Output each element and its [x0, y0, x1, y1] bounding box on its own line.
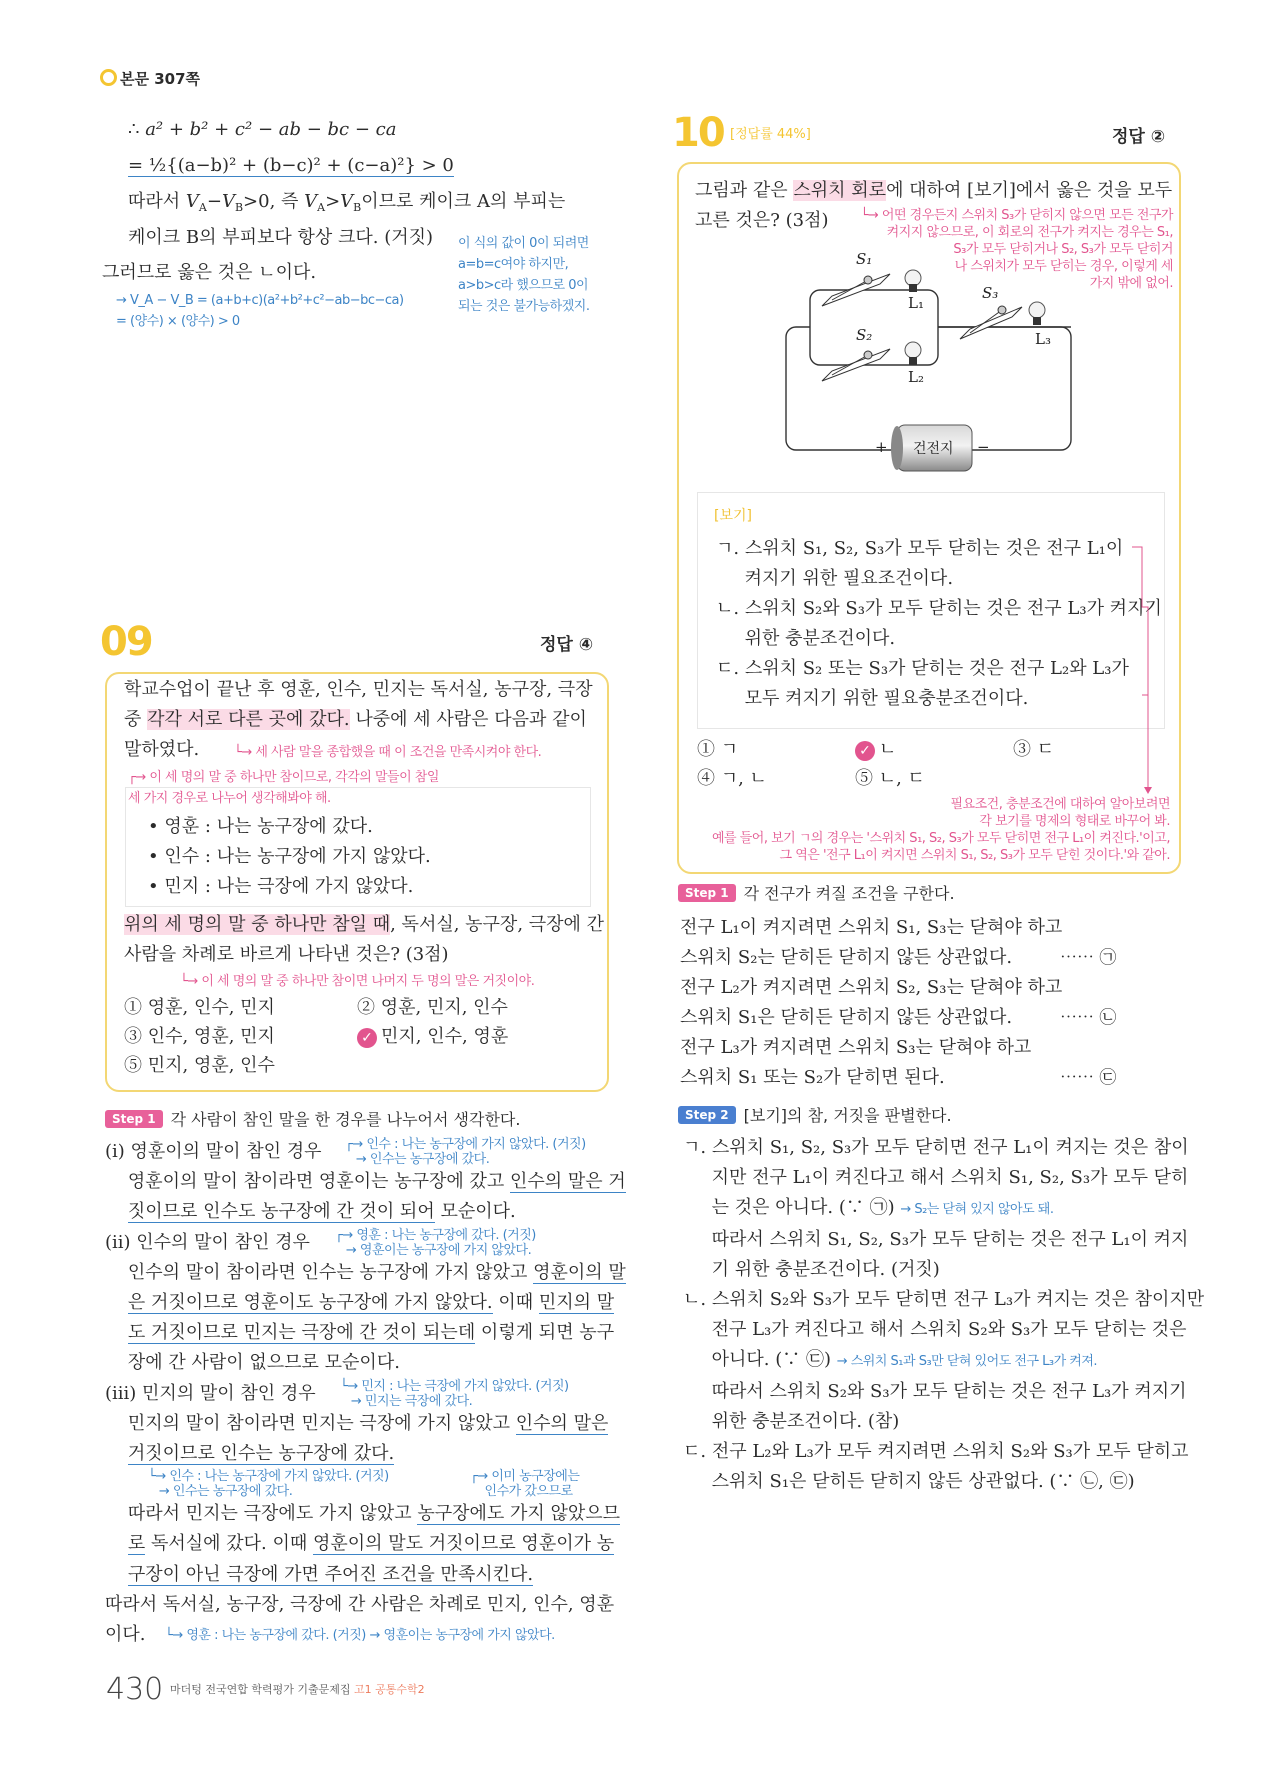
text-ul: 민지의 말	[538, 1291, 615, 1313]
text-segment: 케이크 B의 부피보다 항상 크다. (거짓)	[128, 227, 434, 248]
text-line: ㄴ. 스위치 S₂와 S₃가 모두 닫히는 것은 전구 L₃가 켜지기	[716, 598, 1162, 619]
text-segment: 에 대하여 [보기]에서 옳은 것을 모두	[886, 180, 1173, 201]
text-ul: 구장이 아닌 극장에 가면 주어진 조건을 만족시킨다.	[127, 1563, 534, 1585]
text-line: ㄷ. 스위치 S₂ 또는 S₃가 닫히는 것은 전구 L₂와 L₃가	[716, 658, 1129, 679]
bulb-l1-icon	[905, 270, 921, 292]
page-reference	[100, 64, 200, 94]
bracket-arrow-icon	[1130, 545, 1160, 795]
text-line: • 영훈 : 나는 농구장에 갔다.	[148, 816, 373, 837]
text-line: → 인수는 농구장에 갔다.	[345, 1152, 490, 1167]
text-line	[105, 1197, 516, 1227]
check-mark-icon: ✓	[357, 1028, 377, 1048]
text-line: ┌→ 인수 : 나는 농구장에 가지 않았다. (거짓)	[345, 1137, 586, 1152]
text-ul: 인수의 말은	[515, 1412, 609, 1434]
text-line: 장에 간 사람이 없으므로 모순이다.	[105, 1352, 400, 1374]
text-line: (iii) 민지의 말이 참인 경우	[105, 1382, 316, 1404]
text-line: 세 가지 경우로 나누어 생각해봐야 해.	[128, 791, 331, 806]
text-ul: 영훈이의 말도 거짓이므로 영훈이가 농	[313, 1533, 615, 1555]
s3-label: S₃	[982, 284, 999, 302]
check-mark-icon: ✓	[855, 741, 875, 761]
step-title: 각 사람이 참인 말을 한 경우를 나누어서 생각한다.	[170, 1110, 521, 1129]
text-line: ┌→ 이미 농구장에는	[470, 1469, 580, 1484]
text-line	[105, 1560, 533, 1590]
text-segment	[105, 1201, 128, 1222]
text-line: → V_A − V_B = (a+b+c)(a²+b²+c²−ab−bc−ca)	[116, 293, 404, 308]
text-line: a=b=c여야 하지만,	[458, 257, 569, 272]
bogi-note	[650, 796, 1170, 864]
page-reference-label: 본문 307쪽	[120, 70, 201, 88]
bulb-l3-icon	[1029, 302, 1045, 325]
footer-title	[170, 1680, 425, 1700]
l3-label: L₃	[1035, 330, 1051, 348]
text-segment: 이렇게 되면 농구	[475, 1322, 615, 1344]
text-line	[105, 1409, 608, 1439]
battery-label: 건전지	[913, 441, 954, 457]
text-line	[683, 1345, 1097, 1377]
text-hl: 위의 세 명의 말 중 하나만 참일 때	[124, 914, 391, 935]
text-ul: 은 거짓이므로 영훈이도 농구장에 가지 않았다.	[127, 1291, 493, 1313]
text-segment	[105, 1322, 128, 1343]
text-line	[695, 176, 1172, 206]
question-number: 09	[100, 619, 152, 665]
text-line: 이다.	[105, 1624, 146, 1645]
text-line: 켜지기 위한 필요조건이다.	[716, 568, 954, 589]
text-line	[683, 1193, 1054, 1225]
text-segment: 그림과 같은	[695, 180, 794, 201]
text-hl: 스위치 회로	[793, 180, 887, 201]
choice-4[interactable]: ④ ㄱ, ㄴ	[697, 768, 767, 789]
book-title: 마더텅 전국연합 학력평가 기출문제집	[170, 1683, 351, 1696]
choice-5[interactable]: ⑤ 민지, 영훈, 인수	[124, 1055, 275, 1076]
text-line	[124, 910, 604, 940]
text-hl: 각각 서로 다른 곳에 갔다.	[147, 709, 350, 730]
choice-2-label: ㄴ	[879, 739, 897, 760]
text-line: └→ 민지 : 나는 극장에 가지 않았다. (거짓)	[340, 1379, 569, 1394]
text-ul: 영훈이의 말	[533, 1261, 626, 1283]
note-line: └→ 어떤 경우든지 스위치 S₃가 닫히지 않으면 모든 전구가	[860, 208, 1173, 223]
text-line	[105, 1318, 614, 1348]
text-line: a>b>c라 했으므로 0이	[458, 278, 589, 293]
text-line: → 인수는 농구장에 갔다.	[148, 1484, 293, 1499]
text-segment: 영훈이의 말이 참이라면 영훈이는 농구장에 갔고	[105, 1171, 510, 1193]
text-line: 인수가 갔으므로	[470, 1484, 573, 1499]
text-line: 스위치 S₂는 닫히든 닫히지 않든 상관없다.	[680, 947, 1013, 968]
cases-note	[128, 767, 439, 809]
text-line	[128, 184, 565, 220]
text-i: V	[185, 191, 199, 212]
plus-sign: +	[875, 438, 888, 456]
choice-5[interactable]: ⑤ ㄴ, ㄷ	[855, 768, 925, 789]
question-text	[124, 910, 604, 970]
question-number: 10	[672, 110, 724, 156]
text-line: 학교수업이 끝난 후 영훈, 인수, 민지는 독서실, 농구장, 극장	[124, 679, 593, 700]
choice-3[interactable]: ③ ㄷ	[1013, 739, 1055, 760]
step-badge: Step 1	[105, 1110, 163, 1128]
text-ul: = ½{(a−b)² + (b−c)² + (c−a)²} > 0	[128, 155, 454, 176]
switch-circuit-diagram	[770, 240, 1090, 480]
text-ul: 짓이므로 인수도 농구장에 간 것이 되어	[127, 1201, 435, 1223]
text-line	[105, 1439, 394, 1469]
text-line: 기 위한 충분조건이다. (거짓)	[683, 1259, 940, 1280]
text-segment	[105, 1443, 128, 1464]
text-line: ㄷ. 전구 L₂와 L₃가 모두 켜지려면 스위치 S₂와 S₃가 모두 닫히고	[683, 1441, 1189, 1462]
text-line: 모두 켜지기 위한 필요충분조건이다.	[716, 688, 1029, 709]
note-line: 나 스위치가 모두 닫히는 경우, 이렇게 세	[954, 259, 1173, 274]
text-segment: >0, 즉	[243, 191, 305, 212]
choice-1[interactable]: ① 영훈, 인수, 민지	[124, 997, 275, 1018]
text-segment: 민지의 말이 참이라면 민지는 극장에 가지 않았고	[105, 1412, 516, 1434]
switch-s3	[960, 306, 1022, 339]
condition-note: └→ 세 사람 말을 종합했을 때 이 조건을 만족시켜야 한다.	[234, 745, 542, 760]
text-line: 따라서 스위치 S₁, S₂, S₃가 모두 닫히는 것은 전구 L₁이 켜지	[683, 1229, 1189, 1250]
step-title: [보기]의 참, 거짓을 판별한다.	[743, 1106, 952, 1125]
choice-3[interactable]: ③ 인수, 영훈, 민지	[124, 1026, 275, 1047]
step1-conditions	[680, 913, 1062, 1093]
text-segment: 중	[124, 709, 148, 730]
text-segment: 는 것은 아니다. (∵ ㉠)	[683, 1197, 901, 1218]
text-note: → S₂는 닫혀 있지 않아도 돼.	[900, 1202, 1054, 1217]
question-note: └→ 이 세 명의 말 중 하나만 참이면 나머지 두 명의 말은 거짓이야.	[180, 974, 535, 989]
text-line	[128, 112, 396, 148]
text-line	[105, 1529, 614, 1559]
text-ul: 로	[127, 1533, 146, 1555]
text-segment: 따라서 민지는 극장에도 가지 않았고	[105, 1503, 418, 1525]
answer-label: 정답 ②	[1112, 127, 1166, 147]
step2-judgement	[683, 1133, 1204, 1497]
text-segment: −	[206, 191, 222, 212]
l1-label: L₁	[908, 294, 924, 312]
condition-mark-3: ⋯⋯ ㉢	[1060, 1068, 1117, 1088]
choice-2[interactable]: ② 영훈, 민지, 인수	[357, 997, 508, 1018]
text-ul: 도 거짓이므로 민지는 극장에 간 것이 되는데	[127, 1322, 476, 1344]
text-segment: >	[325, 191, 341, 212]
text-line: 되는 것은 불가능하겠지.	[458, 299, 590, 314]
text-i: a² + b² + c² − ab − bc − ca	[145, 119, 397, 140]
step-title: 각 전구가 켜질 조건을 구한다.	[743, 884, 955, 903]
condition-mark-2: ⋯⋯ ㉡	[1060, 1008, 1117, 1028]
step1-heading	[678, 882, 955, 906]
step1-heading	[105, 1108, 520, 1132]
page-number: 430	[106, 1672, 164, 1707]
note-line: 켜지지 않으므로, 이 회로의 전구가 켜지는 경우는 S₁,	[886, 225, 1173, 240]
text-segment: 이때	[492, 1291, 539, 1313]
text-ul: 거짓이므로 인수는 농구장에 갔다.	[127, 1442, 395, 1464]
text-ul: 농구장에도 가지 않았으므	[417, 1503, 621, 1525]
text-line: • 민지 : 나는 극장에 가지 않았다.	[148, 876, 414, 897]
step-badge: Step 2	[678, 1106, 736, 1124]
minus-sign: −	[977, 438, 990, 456]
text-line	[105, 1499, 620, 1529]
text-line: 전구 L₂가 켜지려면 스위치 S₂, S₃는 닫혀야 하고	[680, 977, 1063, 998]
correct-rate: [정답률 44%]	[730, 127, 811, 142]
bogi-title: [보기]	[714, 508, 752, 524]
text-line: • 인수 : 나는 농구장에 가지 않았다.	[148, 846, 431, 867]
text-line: ㄱ. 스위치 S₁, S₂, S₃가 모두 닫히면 전구 L₁이 켜지는 것은 참이	[683, 1137, 1189, 1158]
subject-label: 고1 공통수학2	[354, 1683, 425, 1696]
text-line: 스위치 S₁은 닫히든 닫히지 않든 상관없다. (∵ ㉡, ㉢)	[683, 1471, 1135, 1492]
statements-list	[148, 812, 431, 902]
text-line: 말하였다.	[124, 739, 200, 760]
text-line: 각 보기를 명제의 형태로 바꾸어 봐.	[979, 814, 1170, 829]
text-line: → 영훈이는 농구장에 가지 않았다.	[335, 1243, 532, 1258]
text-line: 지만 전구 L₁이 켜진다고 해서 스위치 S₁, S₂, S₃가 모두 닫히	[683, 1167, 1189, 1188]
text-segment: 인수의 말이 참이라면 인수는 농구장에 가지 않았고	[105, 1261, 534, 1283]
case-iii-note	[340, 1379, 569, 1409]
formula-note	[116, 290, 404, 332]
text-i: V	[221, 191, 235, 212]
text-i: V	[340, 191, 354, 212]
condition-mark-1: ⋯⋯ ㉠	[1060, 948, 1117, 968]
conclusion: 그러므로 옳은 것은 ㄴ이다.	[102, 262, 317, 283]
text-segment: 모순이다.	[434, 1201, 516, 1223]
answer-label: 정답 ④	[540, 635, 594, 655]
choice-4-label: 민지, 인수, 영훈	[381, 1026, 509, 1047]
text-line: (ii) 인수의 말이 참인 경우	[105, 1231, 310, 1253]
text-line: 따라서 스위치 S₂와 S₃가 모두 닫히는 것은 전구 L₃가 켜지기	[683, 1381, 1187, 1402]
step2-heading	[678, 1104, 952, 1128]
text-i: V	[304, 191, 318, 212]
text-note: → 스위치 S₁과 S₃만 닫혀 있어도 전구 L₃가 켜져.	[836, 1354, 1098, 1369]
text-sub: B	[234, 201, 244, 214]
text-line: 필요조건, 충분조건에 대하여 알아보려면	[950, 797, 1170, 812]
text-line: = (양수) × (양수) > 0	[116, 314, 240, 329]
step-badge: Step 1	[678, 884, 736, 902]
case-iii-note-2	[148, 1469, 389, 1499]
s2-label: S₂	[856, 326, 873, 344]
text-sub: A	[198, 201, 207, 214]
text-segment: , 독서실, 농구장, 극장에 간	[390, 914, 605, 935]
text-line	[128, 148, 454, 184]
text-segment: 따라서	[128, 191, 186, 212]
text-line	[124, 705, 587, 735]
text-segment: 이므로 케이크 A의 부피는	[361, 191, 566, 212]
text-line	[105, 1258, 626, 1288]
text-line: 스위치 S₁은 닫히든 닫히지 않든 상관없다.	[680, 1007, 1013, 1028]
impossibility-note	[458, 233, 589, 317]
case-iii-note-3	[470, 1469, 579, 1499]
text-line: ┌→ 영훈 : 나는 농구장에 갔다. (거짓)	[335, 1228, 536, 1243]
text-segment	[105, 1533, 128, 1554]
text-sub: B	[353, 201, 362, 214]
text-segment	[105, 1564, 128, 1585]
text-line: 그 역은 '전구 L₁이 켜지면 스위치 S₁, S₂, S₃가 모두 닫힌 것이다.'와 같아.	[779, 848, 1170, 863]
text-line	[105, 1288, 614, 1318]
text-line: 위한 충분조건이다.	[716, 628, 896, 649]
text-line: 전구 L₃가 켜지려면 스위치 S₃는 닫혀야 하고	[680, 1037, 1032, 1058]
case-ii-note	[335, 1228, 536, 1258]
text-segment: 독서실에 갔다. 이때	[145, 1533, 313, 1555]
text-line: (i) 영훈이의 말이 참인 경우	[105, 1141, 322, 1162]
text-line: 전구 L₃가 켜진다고 해서 스위치 S₂와 S₃가 모두 닫히는 것은	[683, 1319, 1187, 1340]
text-line: ㄴ. 스위치 S₂와 S₃가 모두 닫히면 전구 L₃가 켜지는 것은 참이지만	[683, 1289, 1205, 1310]
text-line	[128, 220, 433, 256]
text-line: ㄱ. 스위치 S₁, S₂, S₃가 모두 닫히는 것은 전구 L₁이	[716, 538, 1124, 559]
choice-4-correct[interactable]	[357, 1022, 508, 1052]
text-line: 따라서 독서실, 농구장, 극장에 간 사람은 차례로 민지, 인수, 영훈	[105, 1593, 615, 1615]
text-line: 위한 충분조건이다. (참)	[683, 1411, 900, 1432]
bogi-items	[716, 534, 1162, 714]
choice-1[interactable]: ① ㄱ	[697, 739, 739, 760]
text-line: 예를 들어, 보기 ㄱ의 경우는 '스위치 S₁, S₂, S₃가 모두 닫히면 전구 L₁이 켜진다.'이고,	[712, 831, 1170, 846]
text-line: └→ 인수 : 나는 농구장에 가지 않았다. (거짓)	[148, 1469, 389, 1484]
text-segment: 나중에 세 사람은 다음과 같이	[349, 709, 587, 730]
marker-icon	[100, 69, 117, 86]
text-segment	[105, 1292, 128, 1313]
l2-label: L₂	[908, 368, 924, 386]
text-line: ┌→ 이 세 명의 말 중 하나만 참이므로, 각각의 말들이 참일	[128, 770, 439, 785]
text-segment: ∴	[128, 119, 146, 140]
choice-2-correct[interactable]	[855, 735, 896, 765]
text-line: 전구 L₁이 켜지려면 스위치 S₁, S₃는 닫혀야 하고	[680, 917, 1063, 938]
text-line: 사람을 차례로 바르게 나타낸 것은? (3점)	[124, 944, 449, 965]
text-line: 이 식의 값이 0이 되려면	[458, 236, 589, 251]
case-i-note	[345, 1137, 586, 1167]
note-line: S₃가 모두 닫히거나 S₂, S₃가 모두 닫히거	[953, 242, 1173, 257]
text-line	[105, 1167, 626, 1197]
text-line: 고른 것은? (3점)	[695, 210, 829, 231]
text-line: 스위치 S₁ 또는 S₂가 닫히면 된다.	[680, 1067, 945, 1088]
text-sub: A	[317, 201, 326, 214]
text-segment: 아니다. (∵ ㉢)	[683, 1349, 837, 1370]
text-line: → 민지는 극장에 갔다.	[340, 1394, 473, 1409]
note-line: 가지 밖에 없어.	[1089, 276, 1173, 291]
s1-label: S₁	[856, 250, 873, 268]
final-note: └→ 영훈 : 나는 농구장에 갔다. (거짓) → 영훈이는 농구장에 가지 않았다.	[165, 1628, 555, 1643]
text-ul: 인수의 말은 거	[509, 1171, 626, 1193]
